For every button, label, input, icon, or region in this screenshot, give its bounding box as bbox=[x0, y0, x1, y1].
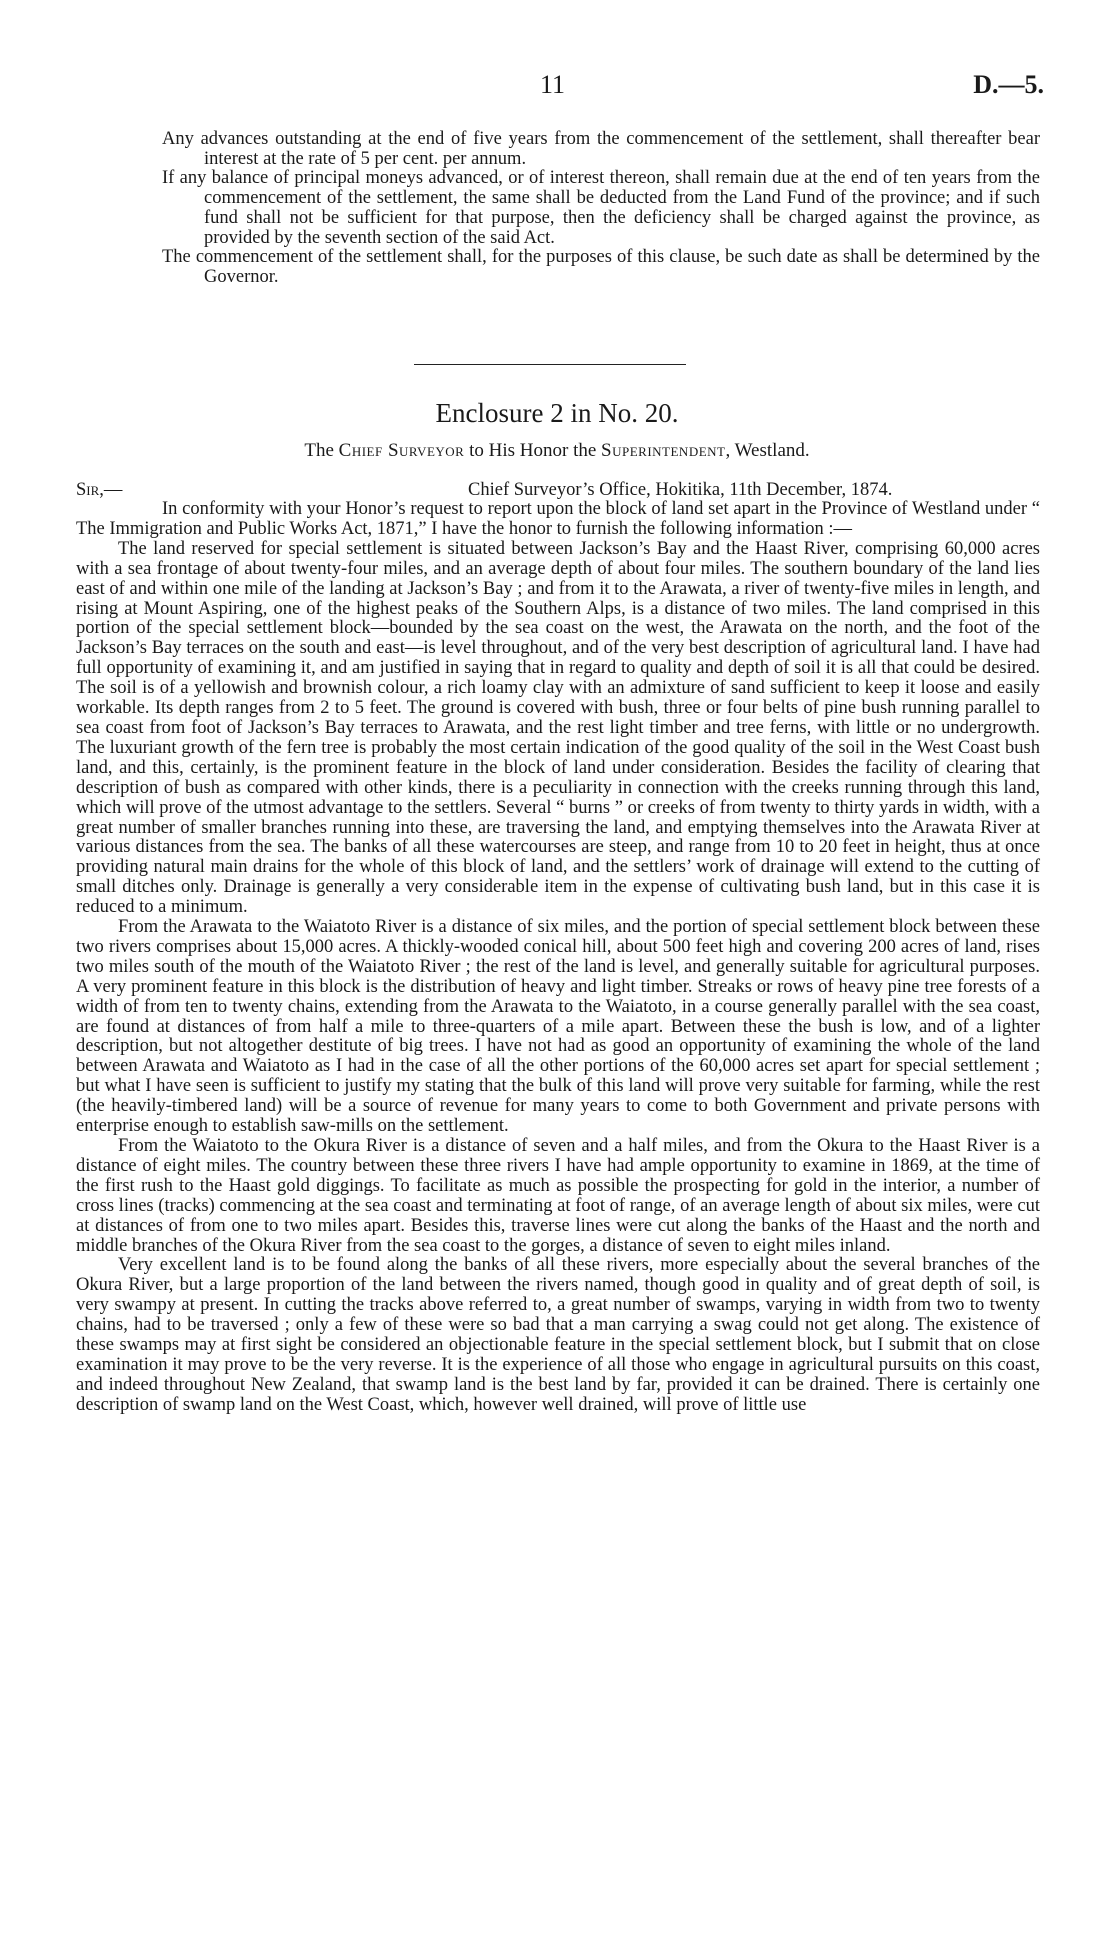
subtitle-from: Chief Surveyor bbox=[338, 440, 465, 461]
section-divider bbox=[414, 364, 686, 365]
subtitle-mid: to His Honor the bbox=[469, 440, 597, 461]
letter-paragraph: The land reserved for special settlement is situated between Jackson’s Bay and the Haast River, comprising 60,000 acres with a sea frontage of about twenty-four miles, and an average depth of about four miles. The southern boundary of the land lies east of and within one mile of the landing at Jackson’s Bay ; and from it to the Arawata, a river of twenty-five miles in length, and rising at Mount Aspiring, one of the highest peaks of the Southern Alps, is a distance of two miles. The land comprised in this portion of the special settlement block—bounded by the sea coast on the west, the Arawata on the north, and the foot of the Jackson’s Bay terraces on the south and east—is level throughout, and of the very best description of agricultural land. I have had full opportunity of examining it, and am justified in saying that in regard to quality and depth of soil it is all that could be desired. The soil is of a yellowish and brownish colour, a rich loamy clay with an admixture of sand sufficient to keep it loose and easily workable. Its depth ranges from 2 to 5 feet. The ground is covered with bush, three or four belts of pine bush running parallel to sea coast from foot of Jackson’s Bay terraces to Arawata, and the rest light timber and tree ferns, with little or no undergrowth. The luxuriant growth of the fern tree is probably the most certain indication of the good quality of the soil in the West Coast bush land, and this, certainly, is the prominent feature in the block of land under consideration. Besides the facility of clearing that description of bush as compared with other kinds, there is a peculiarity in connection with the creeks running through this land, which will prove of the utmost advantage to the settlers. Several “ burns ” or creeks of from twenty to thirty yards in width, with a great number of smaller branches running into these, are traversing the land, and emptying themselves into the Arawata River at various distances from the sea. The banks of all these watercourses are steep, and range from 10 to 20 feet in height, thus at once providing natural main drains for the whole of this block of land, and the settlers’ work of drainage will extend to the cutting of small ditches only. Drainage is generally a very considerable item in the expense of cultivating bush land, but in this case it is reduced to a minimum. bbox=[76, 538, 1040, 918]
letter-paragraph: In conformity with your Honor’s request to report upon the block of land set apart in the Province of Westland under “ The Immigration and Public Works Act, 1871,” I have the honor to furnish the following information :— bbox=[76, 499, 1040, 539]
page-header bbox=[0, 70, 1114, 110]
letter-paragraph: From the Arawata to the Waiatoto River is a distance of six miles, and the portion of special settlement block between these two rivers comprises about 15,000 acres. A thickly-wooded conical hill, about 500 feet high and covering 200 acres of land, rises two miles south of the mouth of the Waiatoto River ; the rest of the land is level, and generally suitable for agricultural purposes. A very prominent feature in this block is the distribution of heavy and light timber. Streaks or rows of heavy pine tree forests of a width of from ten to twenty chains, extending from the Arawata to the Waiatoto, in a course generally parallel with the sea coast, are found at distances of from half a mile to three-quarters of a mile apart. Between these the bush is low, and of a lighter description, but not altogether destitute of big trees. I have not had as good an opportunity of examining the whole of the land between Arawata and Waiatoto as I had in the case of all the other portions of the 60,000 acres set apart for special settlement ; but what I have seen is sufficient to justify my stating that the bulk of this land will prove very suitable for farming, while the rest (the heavily-timbered land) will be a source of revenue for many years to come to both Government and private persons with enterprise enough to establish saw-mills on the settlement. bbox=[76, 917, 1040, 1137]
office-date-line: Chief Surveyor’s Office, Hokitika, 11th December, 1874. bbox=[468, 480, 893, 500]
clause-paragraph: The commencement of the settlement shall, for the purposes of this clause, be such date as shall be determined by the Governor. bbox=[162, 247, 1040, 287]
enclosure-subtitle bbox=[0, 440, 1114, 462]
document-series-code: D.—5. bbox=[973, 70, 1044, 99]
clause-paragraph: Any advances outstanding at the end of five years from the commencement of the settlement, shall thereafter bear interest at the rate of 5 per cent. per annum. bbox=[162, 129, 1040, 169]
letter-paragraph: Very excellent land is to be found along the banks of all these rivers, more especially about the several branches of the Okura River, but a large proportion of the land between the rivers named, though good in quality and of great depth of soil, is very swampy at present. In cutting the tracks above referred to, a great number of swamps, varying in width from two to twenty chains, had to be traversed ; only a few of these were so bad that a man carrying a swag could not get along. The existence of these swamps may at first sight be considered an objectionable feature in the special settlement block, but I submit that on close examination it may prove to be the very reverse. It is the experience of all those who engage in agricultural pursuits on this coast, and indeed throughout New Zealand, that swamp land is the best land by far, provided it can be drained. There is certainly one description of swamp land on the West Coast, which, however well drained, will prove of little use bbox=[76, 1255, 1040, 1415]
salutation: Sir,— bbox=[76, 480, 123, 500]
clauses-block bbox=[162, 130, 1040, 288]
page-number: 11 bbox=[540, 70, 566, 99]
letter-body bbox=[76, 500, 1040, 1416]
enclosure-title: Enclosure 2 in No. 20. bbox=[435, 398, 679, 428]
letter-paragraph: From the Waiatoto to the Okura River is a distance of seven and a half miles, and from the Okura to the Haast River is a distance of eight miles. The country between these three rivers I have had ample opportunity to examine in 1869, at the time of the first rush to the Haast gold diggings. To facilitate as much as possible the prospecting for gold in the interior, a number of cross lines (tracks) commencing at the sea coast and terminating at foot of range, of an average length of about six miles, were cut at distances of from one to two miles apart. Besides this, traverse lines were cut along the banks of the Haast and the north and middle branches of the Okura River from the sea coast to the gorges, a distance of seven to eight miles inland. bbox=[76, 1136, 1040, 1256]
subtitle-to: Superintendent bbox=[601, 440, 726, 461]
subtitle-prefix: The bbox=[304, 440, 334, 461]
subtitle-suffix: , Westland. bbox=[725, 440, 810, 461]
clause-paragraph: If any balance of principal moneys advanced, or of interest thereon, shall remain due at the end of ten years from the commencement of the settlement, the same shall be deducted from the Land Fund of the province; and if such fund shall not be sufficient for that purpose, then the deficiency shall be charged against the province, as provided by the seventh section of the said Act. bbox=[162, 168, 1040, 248]
